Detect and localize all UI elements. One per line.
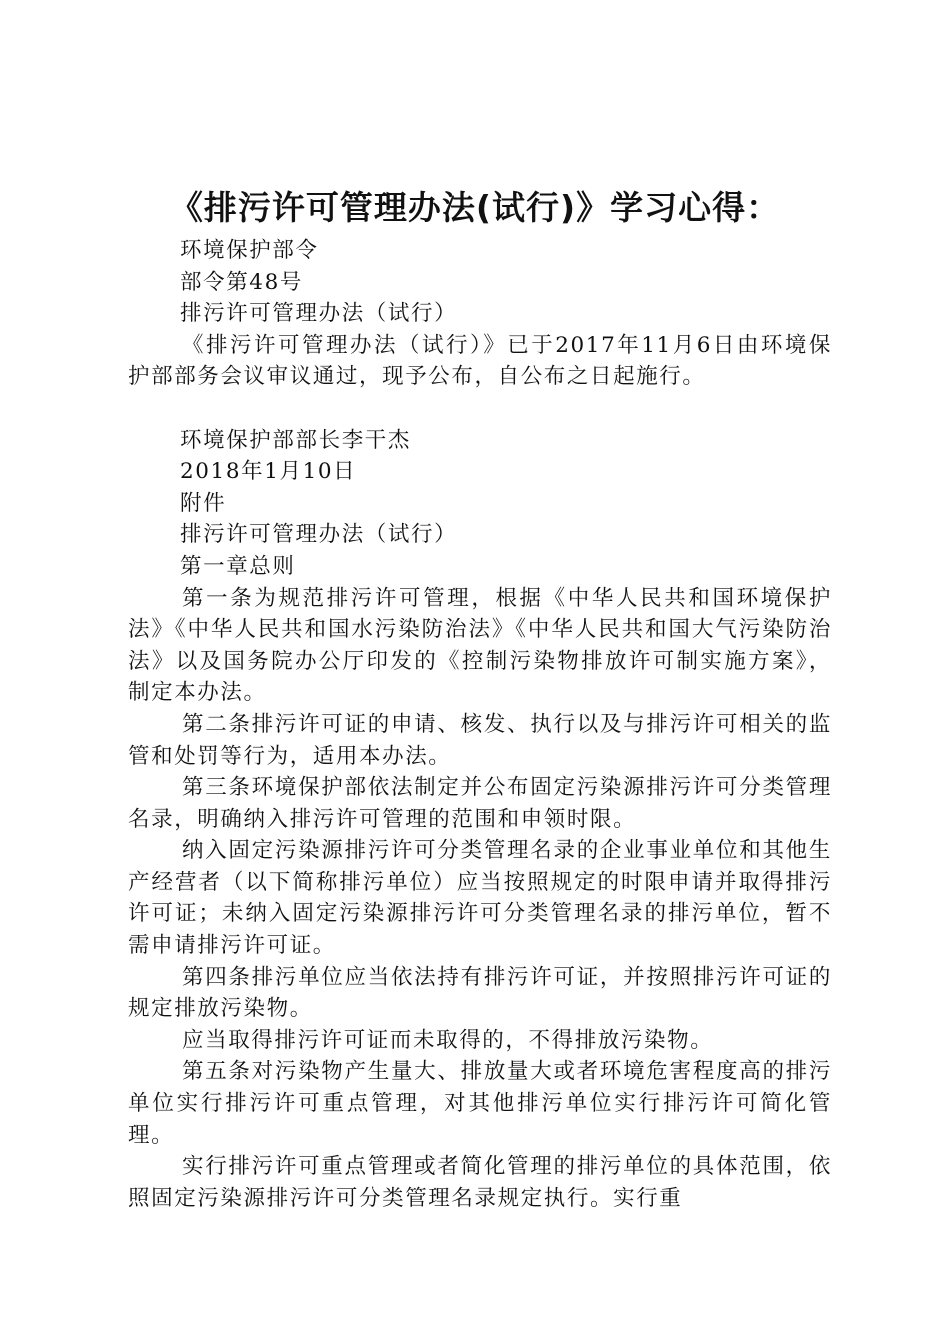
issuer-line: 环境保护部令 (180, 238, 319, 263)
order-number-line: 部令第48号 (180, 269, 303, 295)
date-line: 2018年1月10日 (180, 459, 357, 485)
article-2-paragraph: 第二条排污许可证的申请、核发、执行以及与排污许可相关的监管和处罚等行为，适用本办法。 (128, 711, 832, 769)
article-1-paragraph: 第一条为规范排污许可管理，根据《中华人民共和国环境保护法》《中华人民共和国水污染防治法》《中华人民共和国大气污染防治法》以及国务院办公厅印发的《控制污染物排放许可制实施方案》，制定本办法。 (128, 585, 832, 706)
attachment-title: 排污许可管理办法（试行） (180, 522, 458, 548)
article-5-paragraph: 第五条对污染物产生量大、排放量大或者环境危害程度高的排污单位实行排污许可重点管理，对其他排污单位实行排污许可简化管理。 (128, 1059, 832, 1148)
document-title: 《排污许可管理办法(试行)》学习心得： (169, 188, 781, 227)
article-3-continuation-paragraph: 纳入固定污染源排污许可分类管理名录的企业事业单位和其他生产经营者（以下简称排污单位）应当按照规定的时限申请并取得排污许可证；未纳入固定污染源排污许可分类管理名录的排污单位，暂不需申请排污许可证。 (128, 838, 832, 959)
article-3-paragraph: 第三条环境保护部依法制定并公布固定污染源排污许可分类管理名录，明确纳入排污许可管理的范围和申领时限。 (128, 775, 832, 832)
announcement-paragraph: 《排污许可管理办法（试行）》已于2017年11月6日由环境保护部部务会议审议通过，现予公布，自公布之日起施行。 (128, 332, 832, 390)
chapter-heading: 第一章总则 (180, 553, 296, 579)
attachment-label: 附件 (180, 490, 227, 516)
document-body (128, 235, 832, 1214)
article-4-paragraph: 第四条排污单位应当依法持有排污许可证，并按照排污许可证的规定排放污染物。 (128, 964, 832, 1022)
signer-line: 环境保护部部长李干杰 (180, 427, 412, 453)
article-5-continuation-paragraph: 实行排污许可重点管理或者简化管理的排污单位的具体范围，依照固定污染源排污许可分类管理名录规定执行。实行重 (128, 1154, 832, 1211)
regulation-name-line: 排污许可管理办法（试行） (180, 301, 458, 327)
blank-line (128, 393, 832, 425)
article-4-continuation-paragraph: 应当取得排污许可证而未取得的，不得排放污染物。 (182, 1027, 714, 1053)
